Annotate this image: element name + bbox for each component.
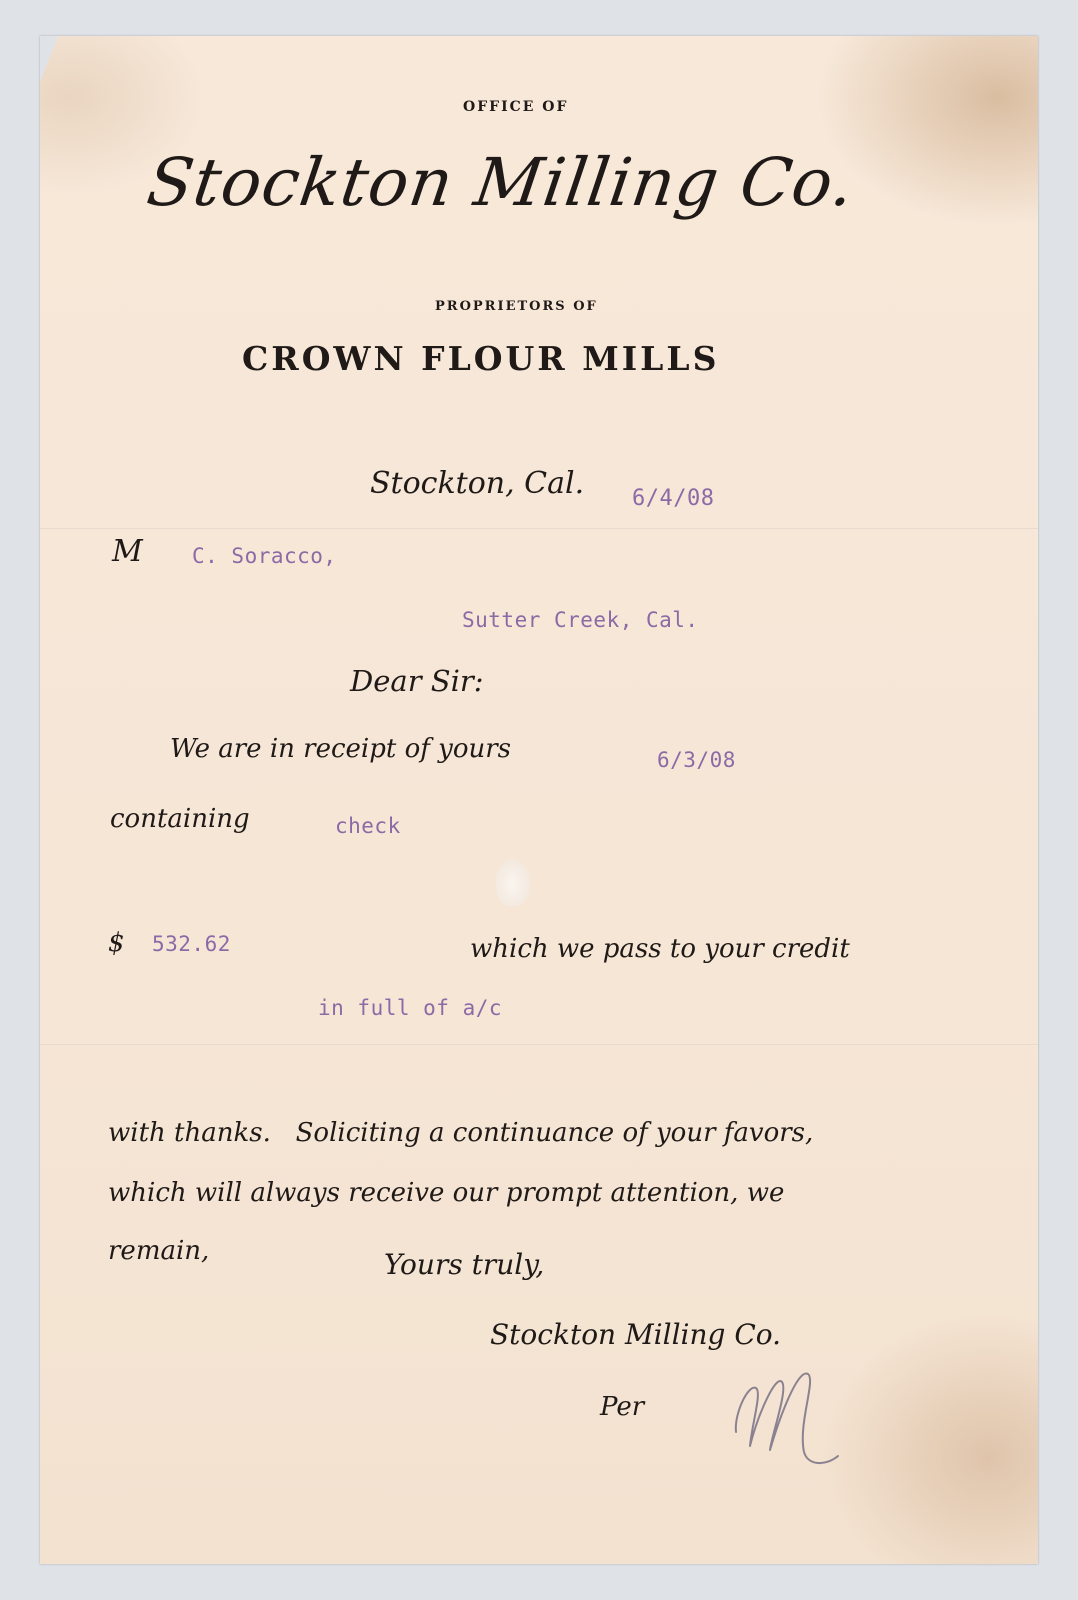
letter-date: 6/4/08 — [632, 486, 715, 511]
credit-text: which we pass to your credit — [470, 934, 850, 964]
amount: 532.62 — [152, 932, 231, 956]
torn-corner — [40, 36, 58, 82]
closing-line-1: with thanks. Soliciting a continuance of your favors, — [108, 1118, 814, 1148]
yours-truly: Yours truly, — [384, 1248, 545, 1281]
salutation: Dear Sir: — [350, 664, 484, 698]
paper-hole — [496, 858, 532, 906]
dollar-sign: $ — [108, 928, 125, 958]
crown-flour-mills-title: CROWN FLOUR MILLS — [242, 339, 720, 378]
containing-value: check — [335, 814, 401, 838]
closing-company: Stockton Milling Co. — [490, 1318, 782, 1351]
credit-note: in full of a/c — [318, 996, 503, 1020]
receipt-text: We are in receipt of yours — [170, 734, 511, 764]
containing-label: containing — [110, 804, 250, 834]
fold-line — [40, 1044, 1038, 1046]
recipient-address: Sutter Creek, Cal. — [462, 608, 699, 632]
recipient-prefix: M — [112, 534, 143, 569]
dateline-place: Stockton, Cal. — [370, 466, 585, 501]
recipient-name: C. Soracco, — [192, 544, 337, 568]
closing-line-3: remain, — [108, 1236, 210, 1266]
letter-sheet — [40, 36, 1038, 1564]
proprietors-of-label: PROPRIETORS OF — [435, 299, 598, 314]
fold-line — [40, 528, 1038, 530]
company-masthead: Stockton Milling Co. — [142, 144, 860, 221]
office-of-label: OFFICE OF — [463, 99, 569, 115]
pencil-signature — [726, 1354, 856, 1474]
receipt-date: 6/3/08 — [657, 748, 736, 772]
per-label: Per — [600, 1392, 645, 1422]
closing-line-2: which will always receive our prompt attention, we — [108, 1178, 785, 1208]
